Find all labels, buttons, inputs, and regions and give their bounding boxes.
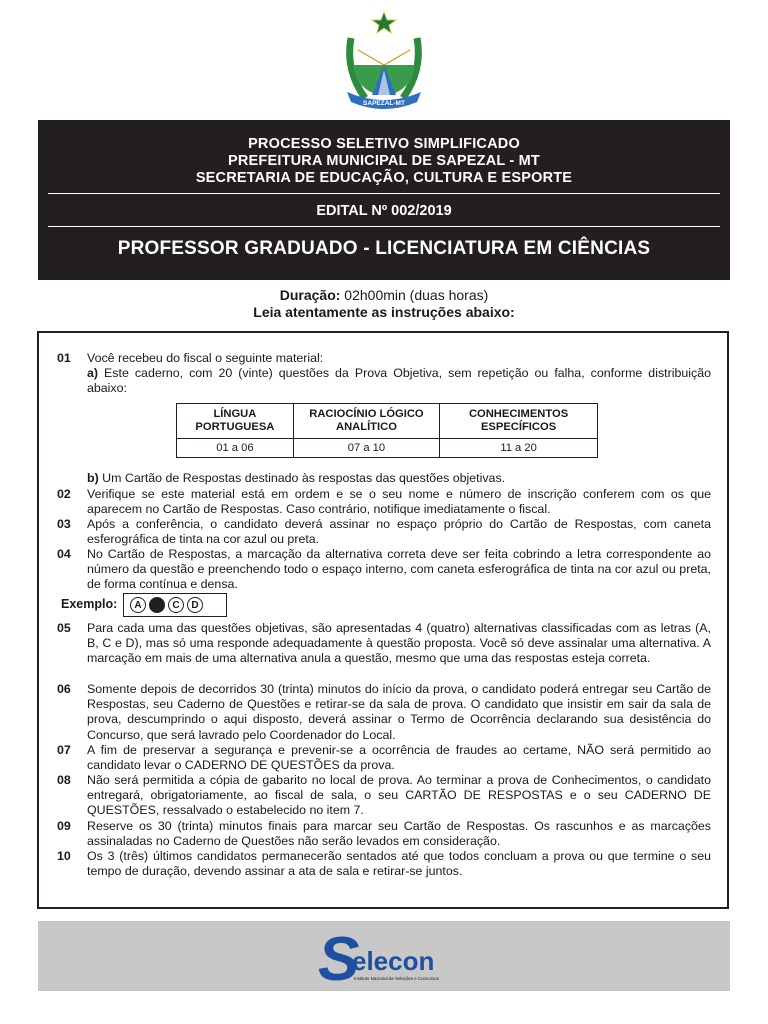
header-line-2: PREFEITURA MUNICIPAL DE SAPEZAL - MT	[228, 153, 540, 169]
instruction-02	[57, 487, 711, 517]
instruction-09	[57, 819, 711, 849]
instruction-text: Reserve os 30 (trinta) minutos finais para marcar seu Cartão de Respostas. Os rascunhos e as marcações assinaladas no Caderno de Questões não serão levados em consideração.	[87, 819, 711, 849]
instruction-01b	[57, 471, 711, 486]
instruction-text: Somente depois de decorridos 30 (trinta) minutos do início da prova, o candidato poderá entregar seu Cartão de Respostas, seu Caderno de Questões e retirar-se da sala de prova. O candidato que insistir em sair da sala de prova, descumprindo o aqui disposto, deverá assinar o Termo de Ocorrência declarando sua desistência do Concurso, que será lavrado pelo Coordenador do Local.	[87, 682, 711, 742]
table-header-especificos: CONHECIMENTOS ESPECÍFICOS	[440, 404, 598, 439]
instruction-01	[57, 351, 711, 397]
example-answer-bubbles	[123, 593, 227, 617]
logo-initial: S	[318, 925, 360, 986]
table-cell-raciocinio: 07 a 10	[293, 439, 439, 458]
municipal-crest	[325, 10, 443, 118]
header-divider-top	[48, 193, 720, 194]
instruction-04	[57, 547, 711, 593]
instruction-number: 07	[57, 743, 71, 757]
instruction-number: 08	[57, 773, 71, 787]
instruction-05	[57, 621, 711, 667]
instruction-text: Os 3 (três) últimos candidatos permanecerão sentados até que todos concluam a prova ou que termine o seu tempo de duração, devendo assinar a ata de sala e retirar-se juntos.	[87, 849, 711, 879]
duration-block	[0, 287, 768, 321]
logo-subtitle: Instituto Nacional de Seleções e Concursos	[354, 976, 439, 981]
table-header-portugues: LÍNGUA PORTUGUESA	[177, 404, 294, 439]
instruction-06	[57, 682, 711, 743]
header-divider-bottom	[48, 226, 720, 227]
crest-ribbon-text: SAPEZAL-MT	[363, 100, 405, 107]
instruction-number: 03	[57, 517, 71, 531]
item-a-label: a)	[87, 366, 99, 381]
instruction-08	[57, 773, 711, 819]
item-b-text: Um Cartão de Respostas destinado às respostas das questões objetivas.	[102, 471, 506, 485]
instruction-text: Após a conferência, o candidato deverá assinar no espaço próprio do Cartão de Respostas, com caneta esferográfica de tinta na cor azul ou preta.	[87, 517, 711, 547]
header-line-3: SECRETARIA DE EDUCAÇÃO, CULTURA E ESPORTE	[195, 170, 573, 186]
bubble-option-d: D	[187, 597, 203, 613]
question-distribution-table	[176, 403, 598, 458]
selecon-logo	[316, 924, 456, 986]
table-cell-especificos: 11 a 20	[440, 439, 598, 458]
duration-value: 02h00min (duas horas)	[344, 287, 489, 303]
instruction-10	[57, 849, 711, 879]
logo-wordmark: elecon	[352, 946, 435, 976]
instruction-number: 06	[57, 682, 71, 696]
crest-star	[372, 12, 396, 33]
duration-label: Duração:	[279, 287, 341, 303]
example-label: Exemplo:	[61, 597, 118, 611]
instruction-number: 05	[57, 621, 71, 635]
read-instructions-note: Leia atentamente as instruções abaixo:	[253, 304, 515, 320]
bubble-option-c: C	[168, 597, 184, 613]
instruction-number: 09	[57, 819, 71, 833]
edital-number: EDITAL Nº 002/2019	[316, 203, 452, 219]
exam-header	[38, 120, 730, 280]
position-title: PROFESSOR GRADUADO - LICENCIATURA EM CIÊNCIAS	[117, 238, 651, 259]
instructions-box	[37, 331, 729, 909]
instruction-number: 02	[57, 487, 71, 501]
instruction-text: No Cartão de Respostas, a marcação da alternativa correta deve ser feita cobrindo a letra correspondente ao número da questão e preenchendo todo o espaço interno, com caneta esferográfica de tinta na cor azul ou preta, de forma contínua e densa.	[87, 547, 711, 592]
instruction-text: A fim de preservar a segurança e prevenir-se a ocorrência de fraudes ao certame, NÃO será permitido ao candidato levar o CADERNO DE QUESTÕES da prova.	[87, 743, 711, 773]
bubble-option-b-filled	[149, 597, 165, 613]
instruction-number: 04	[57, 547, 71, 561]
instruction-03	[57, 517, 711, 547]
instruction-text: Não será permitida a cópia de gabarito no local de prova. Ao terminar a prova de Conhecimentos, o candidato entregará, obrigatoriamente, ao fiscal de sala, o seu CARTÃO DE RESPOSTAS e o seu CADERNO DE QUESTÕES, ressalvado o estabelecido no item 7.	[87, 773, 711, 818]
item-b-label: b)	[87, 471, 99, 485]
instruction-number: 01	[57, 351, 71, 365]
table-header-raciocinio: RACIOCÍNIO LÓGICO ANALÍTICO	[293, 404, 439, 439]
instruction-number: 10	[57, 849, 71, 863]
item-a-text: Este caderno, com 20 (vinte) questões da Prova Objetiva, sem repetição ou falha, conforme distribuição abaixo:	[87, 366, 711, 396]
instruction-07	[57, 743, 711, 773]
bubble-option-a: A	[130, 597, 146, 613]
instruction-text: Verifique se este material está em ordem e se o seu nome e número de inscrição conferem com os que aparecem no Cartão de Respostas. Caso contrário, notifique imediatamente o fiscal.	[87, 487, 711, 517]
instruction-text: Para cada uma das questões objetivas, são apresentadas 4 (quatro) alternativas classificadas com as letras (A, B, C e D), mas só uma responde adequadamente à questão proposta. Você só deve assinalar uma alternativa. A marcação em mais de uma alternativa anula a questão, mesmo que uma das respostas esteja correta.	[87, 621, 711, 666]
instruction-text: Você recebeu do fiscal o seguinte material:	[87, 351, 324, 365]
header-line-1: PROCESSO SELETIVO SIMPLIFICADO	[248, 136, 520, 152]
table-cell-portugues: 01 a 06	[177, 439, 294, 458]
